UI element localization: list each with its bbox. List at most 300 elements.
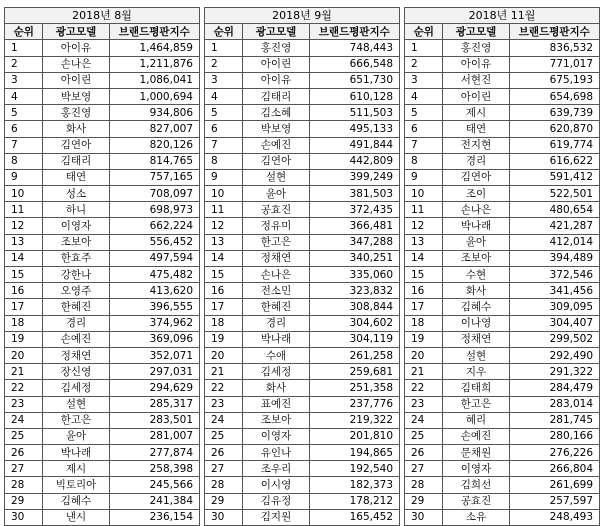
table-row (405, 169, 600, 185)
model-name-cell: 한고은 (443, 396, 509, 412)
index-column-header: 브랜드평판지수 (109, 24, 199, 40)
model-name-cell: 태연 (443, 121, 509, 137)
brand-index-cell: 258,398 (109, 461, 199, 477)
table-row (5, 477, 200, 493)
model-name-cell: 설현 (443, 347, 509, 363)
brand-index-cell: 335,060 (309, 267, 399, 283)
rank-cell: 19 (405, 331, 443, 347)
table-row (405, 283, 600, 299)
rank-cell: 19 (205, 331, 243, 347)
model-name-cell: 수현 (443, 267, 509, 283)
table-row (5, 137, 200, 153)
table-row (5, 380, 200, 396)
brand-index-cell: 639,739 (509, 105, 599, 121)
brand-index-cell: 1,464,859 (109, 40, 199, 56)
table-row (205, 509, 400, 525)
ranking-table-1 (4, 7, 200, 526)
rank-cell: 15 (205, 267, 243, 283)
brand-index-cell: 413,620 (109, 283, 199, 299)
period-header-row (5, 8, 200, 24)
brand-index-cell: 480,654 (509, 202, 599, 218)
model-name-cell: 조이 (443, 186, 509, 202)
rank-cell: 7 (405, 137, 443, 153)
model-name-cell: 아이유 (43, 40, 109, 56)
brand-index-cell: 304,602 (309, 315, 399, 331)
brand-index-cell: 591,412 (509, 169, 599, 185)
table-row (405, 72, 600, 88)
table-row (405, 461, 600, 477)
rank-column-header: 순위 (205, 24, 243, 40)
brand-index-cell: 491,844 (309, 137, 399, 153)
brand-index-cell: 323,832 (309, 283, 399, 299)
model-name-cell: 김태리 (243, 88, 309, 104)
table-row (205, 137, 400, 153)
table-row (5, 153, 200, 169)
brand-index-cell: 283,501 (109, 412, 199, 428)
rank-cell: 10 (5, 186, 43, 202)
rank-cell: 3 (205, 72, 243, 88)
model-name-cell: 홍진영 (243, 40, 309, 56)
brand-index-cell: 394,489 (509, 250, 599, 266)
rank-cell: 30 (5, 509, 43, 525)
model-name-cell: 오영주 (43, 283, 109, 299)
rank-cell: 9 (5, 169, 43, 185)
table-row (405, 396, 600, 412)
rank-cell: 23 (5, 396, 43, 412)
rank-cell: 30 (205, 509, 243, 525)
model-name-cell: 조보아 (443, 250, 509, 266)
model-name-cell: 공효진 (443, 493, 509, 509)
table-row (405, 331, 600, 347)
table-row (5, 509, 200, 525)
brand-index-cell: 283,014 (509, 396, 599, 412)
model-name-cell: 박나래 (443, 218, 509, 234)
brand-index-cell: 698,973 (109, 202, 199, 218)
model-name-cell: 지우 (443, 364, 509, 380)
model-name-cell: 김혜수 (443, 299, 509, 315)
brand-index-cell: 372,546 (509, 267, 599, 283)
table-row (405, 267, 600, 283)
rank-cell: 12 (5, 218, 43, 234)
table-row (405, 218, 600, 234)
table-row (205, 88, 400, 104)
brand-index-cell: 708,097 (109, 186, 199, 202)
model-name-cell: 설현 (243, 169, 309, 185)
table-row (5, 461, 200, 477)
table-row (5, 267, 200, 283)
rank-cell: 6 (405, 121, 443, 137)
index-column-header: 브랜드평판지수 (309, 24, 399, 40)
rank-cell: 26 (205, 445, 243, 461)
model-column-header: 광고모델 (243, 24, 309, 40)
brand-index-cell: 1,000,694 (109, 88, 199, 104)
brand-index-cell: 511,503 (309, 105, 399, 121)
rank-cell: 5 (205, 105, 243, 121)
table-row (5, 299, 200, 315)
column-header-row (5, 24, 200, 40)
table-row (205, 299, 400, 315)
rank-cell: 27 (5, 461, 43, 477)
model-name-cell: 한고은 (243, 234, 309, 250)
model-name-cell: 아이린 (443, 88, 509, 104)
table-row (5, 347, 200, 363)
table-row (5, 234, 200, 250)
brand-index-cell: 266,804 (509, 461, 599, 477)
model-name-cell: 이영자 (43, 218, 109, 234)
column-header-row (205, 24, 400, 40)
model-name-cell: 박보영 (243, 121, 309, 137)
table-row (205, 72, 400, 88)
model-name-cell: 경리 (243, 315, 309, 331)
rank-cell: 29 (5, 493, 43, 509)
table-row (405, 412, 600, 428)
rank-cell: 8 (205, 153, 243, 169)
table-row (205, 121, 400, 137)
table-row (205, 283, 400, 299)
rank-cell: 19 (5, 331, 43, 347)
table-row (5, 445, 200, 461)
rank-cell: 8 (5, 153, 43, 169)
brand-index-cell: 182,373 (309, 477, 399, 493)
rank-cell: 2 (405, 56, 443, 72)
brand-index-cell: 178,212 (309, 493, 399, 509)
table-row (205, 234, 400, 250)
brand-index-cell: 771,017 (509, 56, 599, 72)
rank-cell: 25 (405, 428, 443, 444)
model-name-cell: 윤아 (43, 428, 109, 444)
model-name-cell: 아이린 (43, 72, 109, 88)
brand-index-cell: 284,479 (509, 380, 599, 396)
rank-cell: 22 (5, 380, 43, 396)
table-row (5, 331, 200, 347)
brand-index-cell: 836,532 (509, 40, 599, 56)
rank-cell: 3 (405, 72, 443, 88)
model-name-cell: 문채원 (443, 445, 509, 461)
table-row (205, 250, 400, 266)
table-row (5, 72, 200, 88)
ranking-table-3 (404, 7, 600, 526)
table-row (5, 396, 200, 412)
rank-cell: 29 (205, 493, 243, 509)
rank-cell: 13 (205, 234, 243, 250)
model-name-cell: 윤아 (443, 234, 509, 250)
brand-index-cell: 297,031 (109, 364, 199, 380)
rank-cell: 16 (5, 283, 43, 299)
model-name-cell: 정채연 (43, 347, 109, 363)
rank-cell: 22 (405, 380, 443, 396)
brand-index-cell: 651,730 (309, 72, 399, 88)
table-row (405, 347, 600, 363)
brand-index-cell: 237,776 (309, 396, 399, 412)
brand-index-cell: 374,962 (109, 315, 199, 331)
rank-cell: 28 (405, 477, 443, 493)
model-name-cell: 제시 (443, 105, 509, 121)
brand-index-cell: 421,287 (509, 218, 599, 234)
rank-cell: 7 (5, 137, 43, 153)
table-row (5, 121, 200, 137)
model-name-cell: 정유미 (243, 218, 309, 234)
brand-index-cell: 192,540 (309, 461, 399, 477)
model-name-cell: 한혜진 (243, 299, 309, 315)
model-name-cell: 김세정 (243, 364, 309, 380)
rank-cell: 11 (205, 202, 243, 218)
brand-index-cell: 497,594 (109, 250, 199, 266)
rank-cell: 21 (405, 364, 443, 380)
brand-index-cell: 241,384 (109, 493, 199, 509)
model-name-cell: 하니 (43, 202, 109, 218)
rank-cell: 6 (5, 121, 43, 137)
model-name-cell: 이영자 (243, 428, 309, 444)
model-column-header: 광고모델 (443, 24, 509, 40)
brand-index-cell: 194,865 (309, 445, 399, 461)
model-column-header: 광고모델 (43, 24, 109, 40)
model-name-cell: 한고은 (43, 412, 109, 428)
rank-cell: 15 (405, 267, 443, 283)
rank-cell: 27 (405, 461, 443, 477)
table-row (405, 56, 600, 72)
period-title: 2018년 9월 (205, 8, 400, 24)
table-row (405, 186, 600, 202)
brand-index-cell: 347,288 (309, 234, 399, 250)
brand-index-cell: 308,844 (309, 299, 399, 315)
table-row (405, 299, 600, 315)
brand-index-cell: 259,681 (309, 364, 399, 380)
rank-cell: 14 (405, 250, 443, 266)
brand-index-cell: 934,806 (109, 105, 199, 121)
model-name-cell: 태연 (43, 169, 109, 185)
rank-cell: 21 (205, 364, 243, 380)
table-row (405, 137, 600, 153)
table-row (5, 202, 200, 218)
model-name-cell: 화사 (243, 380, 309, 396)
table-row (405, 445, 600, 461)
rank-cell: 4 (205, 88, 243, 104)
rank-cell: 5 (5, 105, 43, 121)
table-row (205, 56, 400, 72)
table-row (5, 364, 200, 380)
rank-cell: 23 (205, 396, 243, 412)
rank-cell: 20 (205, 347, 243, 363)
table-row (405, 380, 600, 396)
rank-cell: 16 (205, 283, 243, 299)
table-row (5, 412, 200, 428)
model-name-cell: 제시 (43, 461, 109, 477)
table-row (405, 202, 600, 218)
table-row (205, 169, 400, 185)
ranking-table-2 (204, 7, 400, 526)
table-row (5, 186, 200, 202)
period-header-row (405, 8, 600, 24)
rank-cell: 17 (405, 299, 443, 315)
brand-index-cell: 675,193 (509, 72, 599, 88)
brand-index-cell: 219,322 (309, 412, 399, 428)
table-row (205, 347, 400, 363)
model-name-cell: 김태리 (43, 153, 109, 169)
table-row (205, 202, 400, 218)
model-name-cell: 박나래 (43, 445, 109, 461)
table-row (205, 396, 400, 412)
brand-index-cell: 341,456 (509, 283, 599, 299)
brand-index-cell: 814,765 (109, 153, 199, 169)
model-name-cell: 빅토리아 (43, 477, 109, 493)
model-name-cell: 손예진 (443, 428, 509, 444)
brand-index-cell: 281,745 (509, 412, 599, 428)
rank-cell: 17 (5, 299, 43, 315)
rank-cell: 25 (205, 428, 243, 444)
table-row (205, 186, 400, 202)
table-row (5, 250, 200, 266)
model-name-cell: 아이린 (243, 56, 309, 72)
rank-cell: 4 (5, 88, 43, 104)
rank-cell: 4 (405, 88, 443, 104)
brand-index-cell: 619,774 (509, 137, 599, 153)
table-row (205, 267, 400, 283)
brand-index-cell: 820,126 (109, 137, 199, 153)
rank-cell: 15 (5, 267, 43, 283)
model-name-cell: 손나은 (443, 202, 509, 218)
model-name-cell: 조보아 (43, 234, 109, 250)
brand-index-cell: 251,358 (309, 380, 399, 396)
brand-index-cell: 381,503 (309, 186, 399, 202)
brand-index-cell: 281,007 (109, 428, 199, 444)
rank-cell: 1 (205, 40, 243, 56)
brand-index-cell: 294,629 (109, 380, 199, 396)
brand-index-cell: 257,597 (509, 493, 599, 509)
brand-index-cell: 475,482 (109, 267, 199, 283)
table-row (205, 105, 400, 121)
rank-cell: 16 (405, 283, 443, 299)
brand-index-cell: 1,086,041 (109, 72, 199, 88)
model-name-cell: 강한나 (43, 267, 109, 283)
table-row (5, 169, 200, 185)
rank-cell: 9 (405, 169, 443, 185)
rank-cell: 12 (205, 218, 243, 234)
brand-index-cell: 236,154 (109, 509, 199, 525)
rank-column-header: 순위 (5, 24, 43, 40)
rank-cell: 10 (405, 186, 443, 202)
table-row (205, 153, 400, 169)
brand-index-cell: 366,481 (309, 218, 399, 234)
period-header-row (205, 8, 400, 24)
table-row (205, 477, 400, 493)
brand-index-cell: 292,490 (509, 347, 599, 363)
rank-cell: 13 (5, 234, 43, 250)
rank-cell: 12 (405, 218, 443, 234)
table-row (405, 121, 600, 137)
table-row (205, 331, 400, 347)
table-row (5, 283, 200, 299)
rank-cell: 18 (205, 315, 243, 331)
model-name-cell: 설현 (43, 396, 109, 412)
brand-index-cell: 662,224 (109, 218, 199, 234)
table-row (5, 428, 200, 444)
brand-index-cell: 616,622 (509, 153, 599, 169)
rank-cell: 28 (205, 477, 243, 493)
model-name-cell: 김연아 (243, 153, 309, 169)
brand-index-cell: 442,809 (309, 153, 399, 169)
table-row (405, 88, 600, 104)
brand-index-cell: 610,128 (309, 88, 399, 104)
table-row (5, 105, 200, 121)
brand-index-cell: 522,501 (509, 186, 599, 202)
model-name-cell: 김희선 (443, 477, 509, 493)
table-row (405, 250, 600, 266)
brand-index-cell: 748,443 (309, 40, 399, 56)
model-name-cell: 김유정 (243, 493, 309, 509)
model-name-cell: 아이유 (443, 56, 509, 72)
rank-cell: 20 (5, 347, 43, 363)
table-row (405, 315, 600, 331)
rank-cell: 13 (405, 234, 443, 250)
model-name-cell: 한효주 (43, 250, 109, 266)
model-name-cell: 표예진 (243, 396, 309, 412)
rank-cell: 2 (205, 56, 243, 72)
table-row (5, 56, 200, 72)
model-name-cell: 손예진 (243, 137, 309, 153)
table-row (5, 218, 200, 234)
model-name-cell: 조우리 (243, 461, 309, 477)
ranking-tables (4, 7, 600, 526)
rank-cell: 27 (205, 461, 243, 477)
model-name-cell: 소유 (443, 509, 509, 525)
index-column-header: 브랜드평판지수 (509, 24, 599, 40)
brand-index-cell: 261,699 (509, 477, 599, 493)
model-name-cell: 수애 (243, 347, 309, 363)
brand-index-cell: 276,226 (509, 445, 599, 461)
model-name-cell: 손나은 (243, 267, 309, 283)
brand-index-cell: 277,874 (109, 445, 199, 461)
table-row (5, 315, 200, 331)
rank-cell: 18 (5, 315, 43, 331)
rank-cell: 1 (5, 40, 43, 56)
brand-index-cell: 245,566 (109, 477, 199, 493)
model-name-cell: 유인나 (243, 445, 309, 461)
model-name-cell: 이영자 (443, 461, 509, 477)
rank-cell: 30 (405, 509, 443, 525)
table-row (205, 445, 400, 461)
table-row (205, 428, 400, 444)
rank-cell: 21 (5, 364, 43, 380)
brand-index-cell: 352,071 (109, 347, 199, 363)
table-row (405, 234, 600, 250)
brand-index-cell: 201,810 (309, 428, 399, 444)
brand-index-cell: 372,435 (309, 202, 399, 218)
model-name-cell: 박나래 (243, 331, 309, 347)
model-name-cell: 김혜수 (43, 493, 109, 509)
table-row (405, 509, 600, 525)
table-row (205, 364, 400, 380)
rank-cell: 20 (405, 347, 443, 363)
model-name-cell: 한혜진 (43, 299, 109, 315)
brand-index-cell: 399,249 (309, 169, 399, 185)
model-name-cell: 낸시 (43, 509, 109, 525)
rank-cell: 26 (405, 445, 443, 461)
rank-cell: 14 (205, 250, 243, 266)
brand-index-cell: 827,007 (109, 121, 199, 137)
brand-index-cell: 412,014 (509, 234, 599, 250)
model-name-cell: 박보영 (43, 88, 109, 104)
rank-cell: 24 (405, 412, 443, 428)
rank-cell: 26 (5, 445, 43, 461)
rank-cell: 1 (405, 40, 443, 56)
model-name-cell: 김소혜 (243, 105, 309, 121)
brand-index-cell: 309,095 (509, 299, 599, 315)
table-row (405, 40, 600, 56)
table-row (205, 461, 400, 477)
brand-index-cell: 495,133 (309, 121, 399, 137)
model-name-cell: 김태희 (443, 380, 509, 396)
table-row (205, 40, 400, 56)
